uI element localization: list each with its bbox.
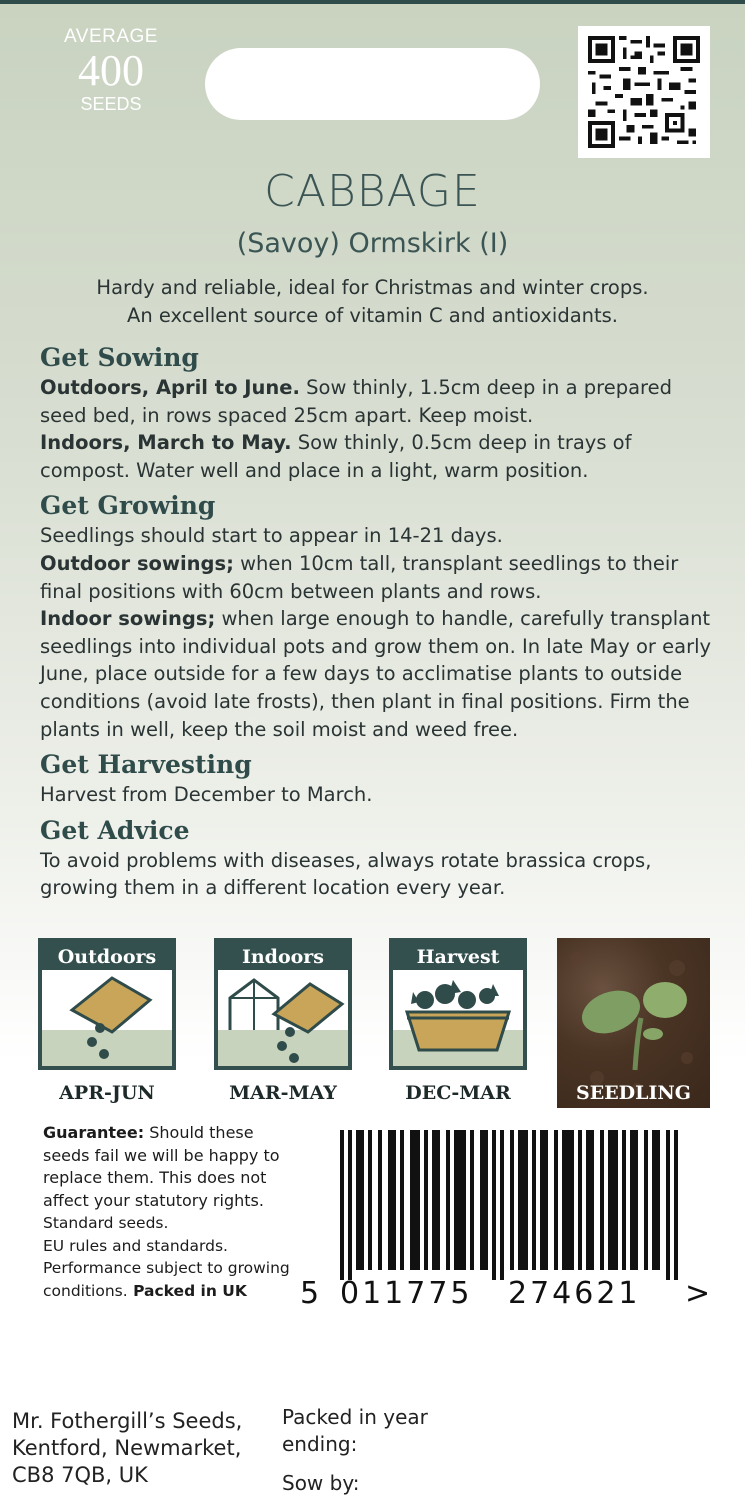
indoors-icon-header: Indoors xyxy=(241,946,325,968)
address-line-1: Mr. Fothergill’s Seeds, xyxy=(12,1409,243,1433)
barcode-bars-icon xyxy=(300,1130,710,1280)
barcode-digit-2: 011775 xyxy=(340,1276,473,1311)
heading-get-harvesting: Get Harvesting xyxy=(40,750,252,780)
sowing-outdoors-label: Outdoors, April to June. xyxy=(40,376,300,399)
growing-indoor xyxy=(40,605,720,743)
outdoors-caption: APR-JUN xyxy=(59,1082,155,1104)
instructions xyxy=(40,342,720,908)
harvest-caption: DEC-MAR xyxy=(405,1082,511,1104)
guarantee-statement xyxy=(43,1122,298,1212)
packet-window xyxy=(205,48,540,120)
address-line-2: Kentford, Newmarket, xyxy=(12,1436,242,1460)
heading-get-advice: Get Advice xyxy=(40,815,190,845)
guarantee-label: Guarantee: xyxy=(43,1123,145,1142)
outdoors-icon-box xyxy=(38,938,176,1070)
heading-get-growing: Get Growing xyxy=(40,491,216,521)
packed-in-year xyxy=(282,1404,502,1458)
performance-note xyxy=(43,1257,298,1302)
section-advice xyxy=(40,815,720,902)
intro-line-1: Hardy and reliable, ideal for Christmas and winter crops. xyxy=(96,276,649,299)
sowing-indoors-label: Indoors, March to May. xyxy=(40,431,292,455)
growing-indoor-label: Indoor sowings; xyxy=(40,607,216,631)
harvest-basket-icon xyxy=(393,970,523,1066)
seed-count-top: AVERAGE xyxy=(64,26,158,47)
sow-by: Sow by: xyxy=(282,1471,360,1495)
packed-line-1: Packed in year xyxy=(282,1405,428,1429)
growing-outdoor-text: when 10cm tall, transplant seedlings to their final positions with 60cm between plants and rows. xyxy=(40,551,679,603)
growing-outdoor-label: Outdoor sowings; xyxy=(40,551,234,575)
growing-outdoor xyxy=(40,550,720,605)
sowing-outdoors xyxy=(40,374,720,429)
harvesting-text: Harvest from December to March. xyxy=(40,783,373,807)
section-growing xyxy=(40,490,720,743)
outdoors-sowing-icon xyxy=(42,970,172,1066)
product-title: CABBAGE xyxy=(264,166,481,217)
seed-count-bottom: SEEDS xyxy=(80,94,142,114)
barcode-digit-4: > xyxy=(685,1276,714,1311)
barcode-digit-1: 5 xyxy=(300,1276,323,1311)
heading-get-sowing: Get Sowing xyxy=(40,343,199,372)
harvest-icon-header: Harvest xyxy=(416,946,500,968)
seedling-photo xyxy=(557,938,710,1108)
sowing-indoors-text: Sow thinly, 0.5cm deep in trays of compost. Water well and place in a light, warm position. xyxy=(40,431,632,482)
sowing-indoors xyxy=(40,429,720,484)
guarantee-text xyxy=(43,1122,298,1302)
eu-rules: EU rules and standards. xyxy=(43,1236,228,1255)
calendar-icons xyxy=(0,938,745,1113)
standard-seeds: Standard seeds. xyxy=(43,1214,169,1232)
section-sowing xyxy=(40,342,720,484)
seed-count-number: 400 xyxy=(78,46,144,95)
packed-line-2: ending: xyxy=(282,1432,358,1456)
advice-text: To avoid problems with diseases, always rotate brassica crops, growing them in a different location every year. xyxy=(40,848,652,900)
product-variety: (Savoy) Ormskirk (I) xyxy=(236,228,509,259)
barcode xyxy=(300,1130,714,1320)
outdoors-icon-header: Outdoors xyxy=(57,946,157,968)
company-address xyxy=(12,1408,262,1489)
growing-indoor-text: when large enough to handle, carefully transplant seedlings into individual pots and grow them on. In late May or early June, place outside for a few days to acclimatise plants to outside conditions (avoid late frosts), then plant in final positions. Firm the plants in well, keep the soil moist and weed free. xyxy=(40,607,712,741)
indoors-greenhouse-icon xyxy=(218,970,348,1066)
seed-count-badge xyxy=(52,26,170,115)
performance-text: Performance subject to growing conditions. xyxy=(43,1259,290,1300)
intro-line-2: An excellent source of vitamin C and antioxidants. xyxy=(126,304,619,327)
packed-in-uk: Packed in UK xyxy=(127,1281,247,1300)
product-intro xyxy=(40,274,705,330)
growing-line-1: Seedlings should start to appear in 14-21 days. xyxy=(40,524,503,548)
address-line-3: CB8 7QB, UK xyxy=(12,1463,148,1487)
guarantee-body: Should these seeds fail we will be happy to replace them. This does not affect your statutory rights. xyxy=(43,1123,280,1210)
section-harvesting xyxy=(40,749,720,809)
qr-code[interactable] xyxy=(578,26,710,158)
indoors-icon-box xyxy=(214,938,352,1070)
sowing-outdoors-text: Sow thinly, 1.5cm deep in a prepared seed bed, in rows spaced 25cm apart. Keep moist. xyxy=(40,376,672,427)
barcode-digit-3: 274621 xyxy=(508,1276,641,1311)
indoors-caption: MAR-MAY xyxy=(229,1082,337,1104)
harvest-icon-box xyxy=(389,938,527,1070)
qr-code-icon xyxy=(588,36,700,148)
seedling-caption: SEEDLING xyxy=(575,1082,691,1104)
